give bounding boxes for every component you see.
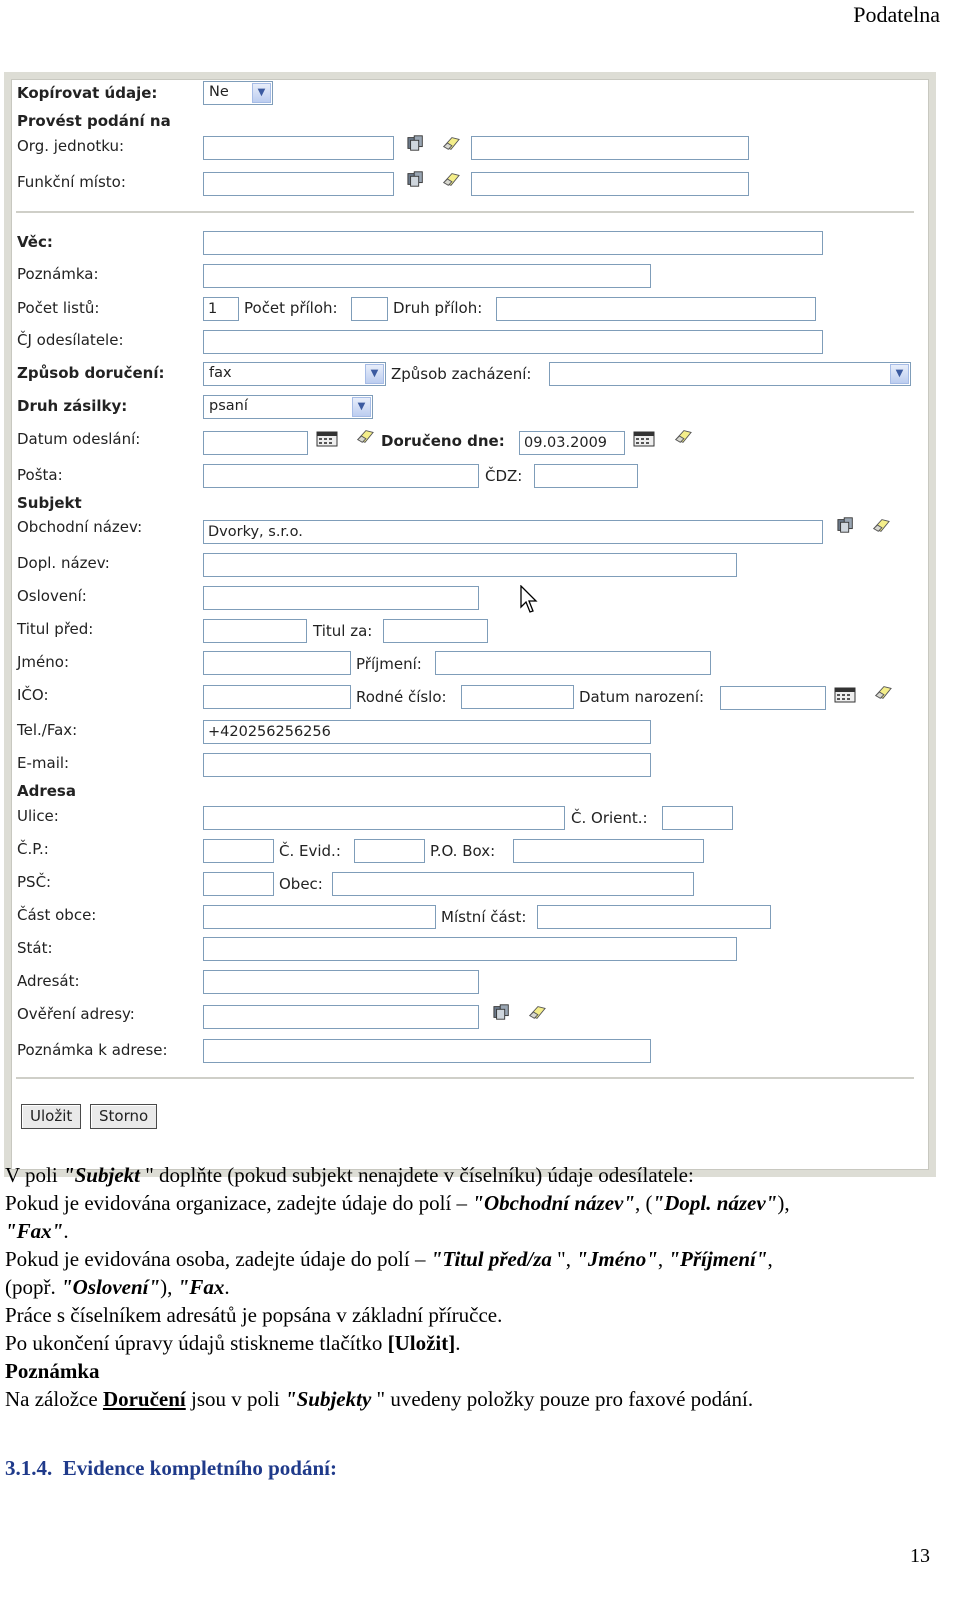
eraser-icon[interactable] <box>440 170 462 188</box>
chevron-down-icon: ▼ <box>352 397 371 417</box>
obec-input[interactable] <box>332 872 694 896</box>
druh-zasilky-value: psaní <box>209 398 248 414</box>
subjekt-heading: Subjekt <box>17 494 82 512</box>
pocet-priloh-input[interactable] <box>351 297 388 321</box>
cj-label: ČJ odesílatele: <box>17 331 124 349</box>
obec-label: Obec: <box>279 875 323 893</box>
obchodni-input[interactable]: Dvorky, s.r.o. <box>203 520 823 544</box>
vec-input[interactable] <box>203 231 823 255</box>
overeni-label: Ověření adresy: <box>17 1005 135 1023</box>
text: ), <box>777 1191 790 1215</box>
osloveni-label: Oslovení: <box>17 587 87 605</box>
dopl-input[interactable] <box>203 553 737 577</box>
org-input[interactable] <box>203 136 394 160</box>
text: " uvedeny položky pouze pro faxové podání. <box>371 1387 754 1411</box>
storno-button[interactable]: Storno <box>90 1104 157 1129</box>
druh-priloh-label: Druh příloh: <box>393 299 483 317</box>
po-box-input[interactable] <box>513 839 704 863</box>
zpusob-doruceni-value: fax <box>209 365 232 381</box>
druh-zasilky-select[interactable] <box>203 395 373 419</box>
cast-obce-input[interactable] <box>203 905 436 929</box>
tel-label: Tel./Fax: <box>17 721 78 739</box>
eraser-icon[interactable] <box>526 1003 548 1021</box>
eraser-icon[interactable] <box>440 134 462 152</box>
poznamka-adresa-label: Poznámka k adrese: <box>17 1041 168 1059</box>
text: V poli <box>5 1163 63 1187</box>
address-book-icon[interactable] <box>405 134 427 152</box>
calendar-icon[interactable] <box>834 686 856 704</box>
poznamka-heading: Poznámka <box>5 1359 100 1383</box>
zpusob-zachazeni-select[interactable] <box>549 362 911 386</box>
jmeno-input[interactable] <box>203 651 351 675</box>
c-evid-input[interactable] <box>354 839 425 863</box>
adresa-heading: Adresa <box>17 782 76 800</box>
text-line-7 <box>5 1329 460 1357</box>
cp-input[interactable] <box>203 839 274 863</box>
adresat-input[interactable] <box>203 970 479 994</box>
titul-za-label: Titul za: <box>313 622 373 640</box>
text: Pokud je evidována osoba, zadejte údaje do polí – <box>5 1247 431 1271</box>
calendar-icon[interactable] <box>316 430 338 448</box>
mistni-cast-input[interactable] <box>537 905 771 929</box>
chevron-down-icon: ▼ <box>365 364 384 384</box>
text-emph: "Fax <box>177 1275 225 1299</box>
c-evid-label: Č. Evid.: <box>279 842 341 860</box>
poznamka-input[interactable] <box>203 264 651 288</box>
text-line-6: Práce s číselníkem adresátů je popsána v základní příručce. <box>5 1303 503 1327</box>
cj-input[interactable] <box>203 330 823 354</box>
zpusob-doruceni-select[interactable] <box>203 362 386 386</box>
ulozit-button[interactable]: Uložit <box>21 1104 81 1129</box>
eraser-icon[interactable] <box>872 683 894 701</box>
text: , <box>767 1247 773 1271</box>
pocet-priloh-label: Počet příloh: <box>244 299 338 317</box>
datum-narozeni-input[interactable] <box>720 686 826 710</box>
text-emph: "Subjekty <box>284 1387 372 1411</box>
posta-label: Pošta: <box>17 466 63 484</box>
c-orient-label: Č. Orient.: <box>571 809 648 827</box>
doruceno-input[interactable]: 09.03.2009 <box>519 431 625 455</box>
druh-zasilky-label: Druh zásilky: <box>17 397 128 415</box>
chevron-down-icon: ▼ <box>252 83 271 103</box>
text: jsou v poli <box>185 1387 285 1411</box>
rodne-label: Rodné číslo: <box>356 688 447 706</box>
stat-input[interactable] <box>203 937 737 961</box>
datum-odeslani-input[interactable] <box>203 431 308 455</box>
zpusob-zachazeni-label: Způsob zacházení: <box>391 365 532 383</box>
text-emph: "Fax" <box>5 1219 64 1243</box>
text: " doplňte (pokud subjekt nenajdete v číselníku) údaje odesílatele: <box>139 1163 694 1187</box>
provest-label: Provést podání na <box>17 112 171 130</box>
funkcni-name-input[interactable] <box>471 172 749 196</box>
kopirovat-label: Kopírovat údaje: <box>17 84 158 102</box>
divider <box>16 1077 914 1079</box>
cdz-input[interactable] <box>534 464 638 488</box>
osloveni-input[interactable] <box>203 586 479 610</box>
prijmeni-input[interactable] <box>435 651 711 675</box>
text-emph: "Jméno" <box>576 1247 658 1271</box>
text: ", <box>557 1247 577 1271</box>
text-line-3 <box>5 1217 69 1245</box>
text: Pokud je evidována organizace, zadejte údaje do polí – <box>5 1191 473 1215</box>
funkcni-label: Funkční místo: <box>17 173 126 191</box>
doruceni-link: Doručení <box>102 1387 186 1411</box>
titul-pred-input[interactable] <box>203 619 307 643</box>
text-emph: "Obchodní název" <box>472 1191 636 1215</box>
address-book-icon[interactable] <box>835 516 857 534</box>
c-orient-input[interactable] <box>662 806 733 830</box>
text-line-4 <box>5 1245 773 1273</box>
text-emph: "Subjekt <box>62 1163 140 1187</box>
divider <box>16 211 914 213</box>
text-line-2 <box>5 1189 790 1217</box>
text-emph: "Dopl. název" <box>652 1191 778 1215</box>
vec-label: Věc: <box>17 233 53 251</box>
eraser-icon[interactable] <box>672 427 694 445</box>
text-emph: "Oslovení" <box>61 1275 161 1299</box>
text: , ( <box>635 1191 653 1215</box>
kopirovat-value: Ne <box>209 84 229 100</box>
address-book-icon[interactable] <box>491 1003 513 1021</box>
jmeno-label: Jméno: <box>17 653 70 671</box>
stat-label: Stát: <box>17 939 53 957</box>
text: , <box>657 1247 669 1271</box>
titul-pred-label: Titul před: <box>17 620 94 638</box>
cdz-label: ČDZ: <box>485 467 523 485</box>
text: Na záložce <box>5 1387 103 1411</box>
text: (popř. <box>5 1275 61 1299</box>
prijmeni-label: Příjmení: <box>356 655 422 673</box>
address-book-icon[interactable] <box>405 170 427 188</box>
text-emph: "Titul před/za <box>430 1247 558 1271</box>
po-box-label: P.O. Box: <box>430 842 496 860</box>
pocet-listu-input[interactable]: 1 <box>203 297 239 321</box>
text-line-1 <box>5 1161 694 1189</box>
psc-label: PSČ: <box>17 873 52 891</box>
overeni-input[interactable] <box>203 1005 479 1029</box>
text: . <box>455 1331 461 1355</box>
tel-input[interactable]: +420256256256 <box>203 720 651 744</box>
text-line-9 <box>5 1385 753 1413</box>
obchodni-label: Obchodní název: <box>17 518 143 536</box>
text: Po ukončení úpravy údajů stiskneme tlačítko <box>5 1331 388 1355</box>
text: . <box>224 1275 230 1299</box>
dopl-label: Dopl. název: <box>17 554 110 572</box>
section-title: Evidence kompletního podání: <box>62 1456 337 1480</box>
ico-input[interactable] <box>203 685 351 709</box>
adresat-label: Adresát: <box>17 972 80 990</box>
poznamka-label: Poznámka: <box>17 265 99 283</box>
ulice-label: Ulice: <box>17 807 59 825</box>
page-number: 13 <box>910 1545 930 1567</box>
rodne-input[interactable] <box>461 685 574 709</box>
zpusob-doruceni-label: Způsob doručení: <box>17 364 165 382</box>
pocet-listu-label: Počet listů: <box>17 299 100 317</box>
mouse-cursor-icon <box>520 585 540 615</box>
doruceno-label: Doručeno dne: <box>381 432 505 450</box>
eraser-icon[interactable] <box>354 427 376 445</box>
section-heading <box>5 1456 337 1481</box>
mistni-cast-label: Místní část: <box>441 908 527 926</box>
eraser-icon[interactable] <box>870 516 892 534</box>
section-number: 3.1.4. <box>5 1456 53 1480</box>
datum-odeslani-label: Datum odeslání: <box>17 430 141 448</box>
text: ), <box>160 1275 178 1299</box>
email-input[interactable] <box>203 753 651 777</box>
ulice-input[interactable] <box>203 806 565 830</box>
funkcni-input[interactable] <box>203 172 394 196</box>
titul-za-input[interactable] <box>383 619 488 643</box>
psc-input[interactable] <box>203 872 274 896</box>
datum-narozeni-label: Datum narození: <box>579 688 705 706</box>
druh-priloh-input[interactable] <box>496 297 816 321</box>
cast-obce-label: Část obce: <box>17 906 97 924</box>
page-header-title: Podatelna <box>853 2 940 27</box>
org-label: Org. jednotku: <box>17 137 125 155</box>
chevron-down-icon: ▼ <box>890 364 909 384</box>
text-emph: "Příjmení" <box>668 1247 768 1271</box>
text: . <box>63 1219 69 1243</box>
kopirovat-select[interactable] <box>203 81 273 105</box>
poznamka-adresa-input[interactable] <box>203 1039 651 1063</box>
email-label: E-mail: <box>17 754 70 772</box>
posta-input[interactable] <box>203 464 479 488</box>
calendar-icon[interactable] <box>633 430 655 448</box>
org-name-input[interactable] <box>471 136 749 160</box>
ico-label: IČO: <box>17 686 49 704</box>
cp-label: Č.P.: <box>17 840 49 858</box>
text-bold: [Uložit] <box>387 1331 456 1355</box>
text-line-5 <box>5 1273 230 1301</box>
